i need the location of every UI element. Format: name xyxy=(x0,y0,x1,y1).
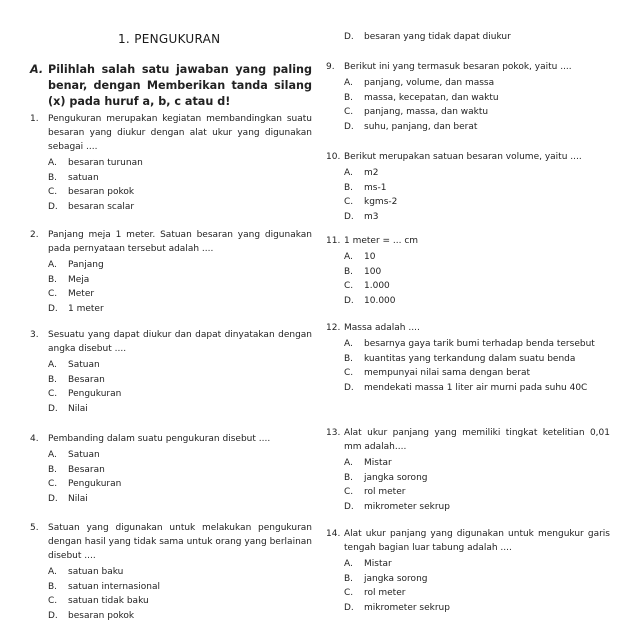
option-text: satuan baku xyxy=(68,567,124,577)
option-text: Satuan xyxy=(68,450,100,460)
option-text: m3 xyxy=(364,211,379,222)
option-text: besaran scalar xyxy=(68,201,135,212)
option-text: panjang, massa, dan waktu xyxy=(364,107,489,117)
option-b[interactable] xyxy=(326,572,610,587)
option-text: mikrometer sekrup xyxy=(364,501,450,512)
option-c[interactable] xyxy=(326,195,610,210)
option-b[interactable] xyxy=(326,91,610,106)
option-a[interactable] xyxy=(326,166,610,181)
question-text: 1 meter = ... cm xyxy=(344,236,419,246)
question-number: 4. xyxy=(30,434,39,444)
option-text: satuan xyxy=(68,172,99,183)
option-letter: A. xyxy=(344,339,353,349)
option-letter: B. xyxy=(48,172,58,183)
option-letter: B. xyxy=(344,472,354,483)
option-c[interactable] xyxy=(326,366,610,381)
option-text: kuantitas yang terkandung dalam suatu benda xyxy=(364,353,576,364)
option-d[interactable] xyxy=(30,402,312,417)
option-a[interactable] xyxy=(326,557,610,572)
option-a[interactable] xyxy=(326,337,610,352)
option-a[interactable] xyxy=(30,156,312,171)
option-d[interactable] xyxy=(30,302,312,317)
question-stem xyxy=(326,527,610,555)
option-b[interactable] xyxy=(326,352,610,367)
option-list xyxy=(326,166,610,224)
option-letter: D. xyxy=(48,493,58,504)
option-c[interactable] xyxy=(30,287,312,302)
option-c[interactable] xyxy=(326,485,610,500)
option-b[interactable] xyxy=(30,463,312,478)
question-stem xyxy=(30,432,312,446)
option-c[interactable] xyxy=(326,279,610,294)
option-letter: A. xyxy=(48,450,57,460)
option-text: panjang, volume, dan massa xyxy=(364,78,495,88)
option-list xyxy=(326,337,610,395)
option-letter: A. xyxy=(48,567,57,577)
option-text: besaran pokok xyxy=(68,610,135,621)
option-text: suhu, panjang, dan berat xyxy=(364,121,478,132)
question-14 xyxy=(326,527,610,615)
option-letter: A. xyxy=(344,458,353,468)
option-b[interactable] xyxy=(30,580,312,595)
option-b[interactable] xyxy=(326,471,610,486)
question-4 xyxy=(30,432,312,506)
option-letter: A. xyxy=(344,252,353,262)
question-text: Alat ukur panjang yang memiliki tingkat ketelitian 0,01 mm adalah.... xyxy=(344,428,610,452)
question-2 xyxy=(30,228,312,316)
option-letter: C. xyxy=(48,389,58,399)
option-text: m2 xyxy=(364,168,379,178)
option-letter: C. xyxy=(344,197,354,207)
question-5 xyxy=(30,521,312,623)
question-text: Massa adalah .... xyxy=(344,323,420,333)
option-letter: D. xyxy=(344,382,354,393)
option-letter: C. xyxy=(48,289,58,299)
heading-number: 1. xyxy=(118,32,131,46)
option-letter: C. xyxy=(344,588,354,598)
option-d[interactable] xyxy=(326,210,610,225)
option-text: rol meter xyxy=(364,487,406,497)
option-letter: A. xyxy=(48,260,57,270)
question-stem xyxy=(30,521,312,563)
option-text: jangka sorong xyxy=(364,573,428,584)
option-letter: B. xyxy=(48,274,58,285)
question-1 xyxy=(30,112,312,214)
option-list xyxy=(326,76,610,134)
option-letter: D. xyxy=(48,303,58,314)
option-b[interactable] xyxy=(326,265,610,280)
question-text: Alat ukur panjang yang digunakan untuk mengukur garis tengah bagian luar tabung adalah .... xyxy=(344,529,610,553)
option-text: Meja xyxy=(68,274,90,285)
option-d[interactable] xyxy=(326,120,610,135)
option-text: 10 xyxy=(364,252,376,262)
question-number: 3. xyxy=(30,330,39,340)
question-text: Panjang meja 1 meter. Satuan besaran yang digunakan pada pernyataan tersebut adalah .... xyxy=(48,230,312,254)
question-number: 1. xyxy=(30,114,39,124)
option-letter: D. xyxy=(344,295,354,306)
question-number: 10. xyxy=(326,152,341,162)
option-d[interactable] xyxy=(326,500,610,515)
option-text: massa, kecepatan, dan waktu xyxy=(364,92,499,103)
option-b[interactable] xyxy=(30,373,312,388)
option-letter: D. xyxy=(344,32,354,42)
option-text: satuan tidak baku xyxy=(68,596,149,606)
option-list xyxy=(30,156,312,214)
question-text: Satuan yang digunakan untuk melakukan pengukuran dengan hasil yang tidak sama untuk orang yang berlainan disebut .... xyxy=(48,523,312,561)
option-text: mendekati massa 1 liter air murni pada suhu 40C xyxy=(364,382,588,393)
question-3 xyxy=(30,328,312,416)
question-10 xyxy=(326,150,610,224)
option-a[interactable] xyxy=(326,456,610,471)
option-a[interactable] xyxy=(30,358,312,373)
option-letter: D. xyxy=(344,211,354,222)
option-letter: C. xyxy=(48,596,58,606)
question-number: 9. xyxy=(326,62,335,72)
option-d[interactable] xyxy=(30,492,312,507)
option-letter: B. xyxy=(344,573,354,584)
option-d[interactable] xyxy=(30,200,312,215)
option-letter: C. xyxy=(48,187,58,197)
continued-option xyxy=(326,30,610,45)
option-letter: D. xyxy=(48,610,58,621)
question-text: Pembanding dalam suatu pengukuran disebut .... xyxy=(48,434,271,444)
instruction-label: A. xyxy=(30,63,44,76)
option-text: 1 meter xyxy=(68,303,104,314)
option-text: 10.000 xyxy=(364,295,396,306)
option-c[interactable] xyxy=(30,185,312,200)
instruction-text: Pilihlah salah satu jawaban yang paling benar, dengan Memberikan tanda silang (x) pada huruf a, b, c atau d! xyxy=(48,63,312,108)
option-text: satuan internasional xyxy=(68,581,160,592)
option-text: besaran turunan xyxy=(68,158,143,168)
question-number: 5. xyxy=(30,523,39,533)
option-letter: B. xyxy=(344,92,354,103)
option-text: Mistar xyxy=(364,559,392,569)
option-letter: A. xyxy=(48,158,57,168)
option-letter: B. xyxy=(344,182,354,193)
option-text: 1.000 xyxy=(364,281,390,291)
question-number: 14. xyxy=(326,529,341,539)
option-a[interactable] xyxy=(30,448,312,463)
option-letter: D. xyxy=(344,121,354,132)
question-number: 11. xyxy=(326,236,341,246)
option-text: besaran pokok xyxy=(68,187,135,197)
question-stem xyxy=(326,234,610,248)
option-b[interactable] xyxy=(326,181,610,196)
page-title xyxy=(118,32,220,46)
question-stem xyxy=(326,321,610,335)
question-text: Berikut ini yang termasuk besaran pokok, yaitu .... xyxy=(344,62,572,72)
option-d[interactable] xyxy=(326,294,610,309)
option-text: mikrometer sekrup xyxy=(364,602,450,613)
question-number: 2. xyxy=(30,230,39,240)
heading-title: PENGUKURAN xyxy=(134,32,221,46)
question-stem xyxy=(326,426,610,454)
option-list xyxy=(30,448,312,506)
option-b[interactable] xyxy=(30,273,312,288)
option-a[interactable] xyxy=(326,76,610,91)
option-text: jangka sorong xyxy=(364,472,428,483)
option-text: rol meter xyxy=(364,588,406,598)
question-stem xyxy=(30,328,312,356)
option-list xyxy=(326,456,610,514)
question-text: Sesuatu yang dapat diukur dan dapat dinyatakan dengan angka disebut .... xyxy=(48,330,312,354)
option-letter: A. xyxy=(344,78,353,88)
option-c[interactable] xyxy=(30,477,312,492)
option-text: Mistar xyxy=(364,458,392,468)
option-letter: D. xyxy=(344,501,354,512)
option-c[interactable] xyxy=(326,586,610,601)
option-d[interactable] xyxy=(30,609,312,624)
option-text: besaran yang tidak dapat diukur xyxy=(364,32,511,42)
option-letter: A. xyxy=(344,168,353,178)
option-b[interactable] xyxy=(30,171,312,186)
option-text: Nilai xyxy=(68,493,88,504)
option-letter: C. xyxy=(344,107,354,117)
option-continued[interactable] xyxy=(326,30,610,45)
option-text: Besaran xyxy=(68,374,105,385)
option-letter: D. xyxy=(344,602,354,613)
option-letter: D. xyxy=(48,201,58,212)
option-letter: C. xyxy=(344,281,354,291)
option-text: Satuan xyxy=(68,360,100,370)
question-text: Berikut merupakan satuan besaran volume, yaitu .... xyxy=(344,152,582,162)
option-c[interactable] xyxy=(30,387,312,402)
option-c[interactable] xyxy=(30,594,312,609)
option-text: Panjang xyxy=(68,260,104,270)
option-a[interactable] xyxy=(30,565,312,580)
option-letter: B. xyxy=(48,464,58,475)
option-letter: A. xyxy=(48,360,57,370)
option-list xyxy=(30,258,312,316)
question-number: 13. xyxy=(326,428,341,438)
option-text: besarnya gaya tarik bumi terhadap benda tersebut xyxy=(364,339,595,349)
option-letter: C. xyxy=(48,479,58,489)
question-text: Pengukuran merupakan kegiatan membandingkan suatu besaran yang diukur dengan alat ukur yang digunakan sebagai .... xyxy=(48,114,312,152)
option-a[interactable] xyxy=(30,258,312,273)
option-letter: B. xyxy=(344,353,354,364)
option-letter: C. xyxy=(344,487,354,497)
option-a[interactable] xyxy=(326,250,610,265)
option-letter: D. xyxy=(48,403,58,414)
option-list xyxy=(326,250,610,308)
option-letter: B. xyxy=(48,581,58,592)
question-13 xyxy=(326,426,610,514)
option-list xyxy=(30,358,312,416)
option-d[interactable] xyxy=(326,381,610,396)
option-text: Meter xyxy=(68,289,95,299)
option-letter: C. xyxy=(344,368,354,378)
option-d[interactable] xyxy=(326,601,610,616)
option-text: Pengukuran xyxy=(68,389,122,399)
option-text: kgms-2 xyxy=(364,197,398,207)
option-letter: A. xyxy=(344,559,353,569)
option-text: ms-1 xyxy=(364,182,387,193)
option-text: 100 xyxy=(364,266,382,277)
option-text: Pengukuran xyxy=(68,479,122,489)
question-stem xyxy=(30,228,312,256)
question-12 xyxy=(326,321,610,395)
option-text: mempunyai nilai sama dengan berat xyxy=(364,368,531,378)
question-stem xyxy=(326,150,610,164)
option-list xyxy=(326,557,610,615)
question-number: 12. xyxy=(326,323,341,333)
option-text: Besaran xyxy=(68,464,105,475)
option-list xyxy=(30,565,312,623)
instruction xyxy=(30,62,312,110)
question-stem xyxy=(326,60,610,74)
option-text: Nilai xyxy=(68,403,88,414)
option-letter: B. xyxy=(344,266,354,277)
option-letter: B. xyxy=(48,374,58,385)
question-9 xyxy=(326,60,610,134)
question-stem xyxy=(30,112,312,154)
option-c[interactable] xyxy=(326,105,610,120)
question-11 xyxy=(326,234,610,308)
